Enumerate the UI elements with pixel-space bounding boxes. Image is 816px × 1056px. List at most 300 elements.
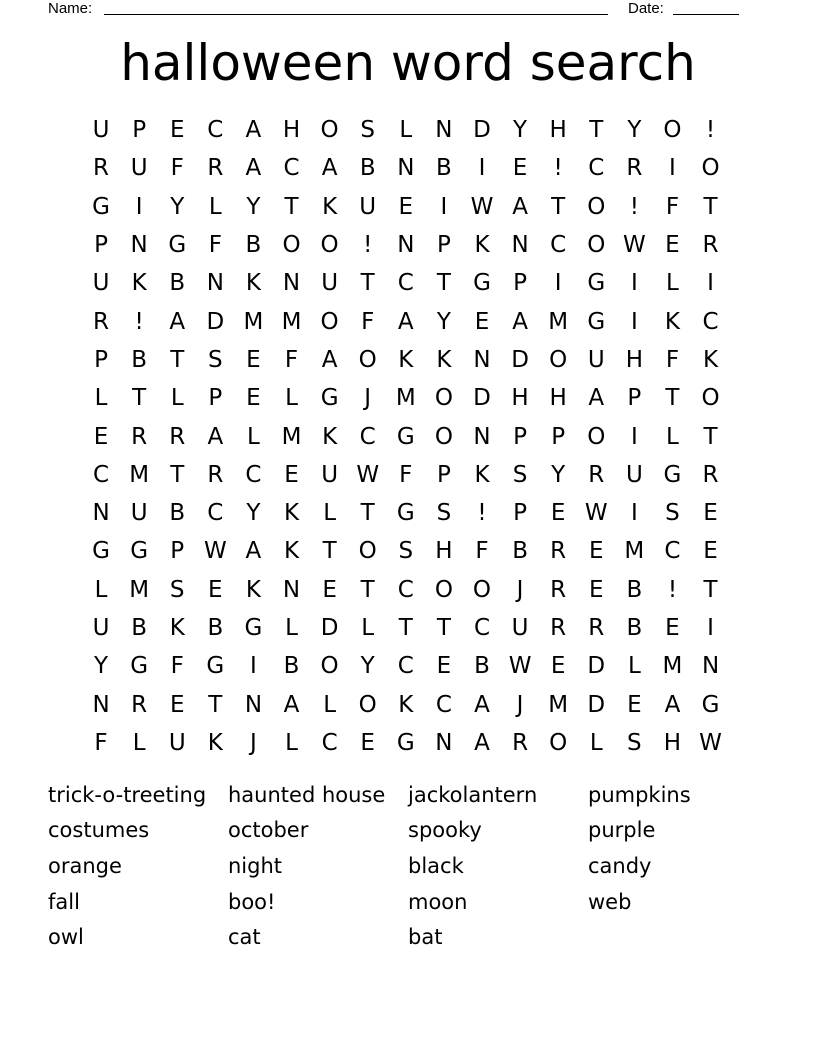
grid-letter[interactable]: K: [398, 691, 414, 718]
grid-letter[interactable]: B: [626, 615, 643, 641]
grid-letter[interactable]: F: [361, 308, 375, 335]
grid-letter[interactable]: S: [627, 729, 642, 756]
grid-letter[interactable]: T: [398, 615, 413, 641]
grid-letter[interactable]: U: [92, 117, 110, 144]
grid-letter[interactable]: L: [323, 691, 337, 718]
grid-letter[interactable]: R: [626, 155, 643, 182]
grid-letter[interactable]: Y: [246, 500, 261, 527]
grid-letter[interactable]: C: [664, 538, 681, 565]
grid-letter[interactable]: M: [548, 308, 569, 335]
grid-letter[interactable]: Y: [246, 193, 261, 220]
grid-letter[interactable]: L: [589, 729, 603, 756]
grid-letter[interactable]: O: [587, 232, 606, 259]
grid-letter[interactable]: A: [207, 423, 224, 450]
grid-letter[interactable]: Y: [170, 193, 185, 220]
word-list-item: candy: [588, 853, 652, 878]
grid-letter[interactable]: B: [474, 653, 490, 680]
grid-letter[interactable]: K: [283, 500, 300, 527]
grid-letter[interactable]: O: [549, 729, 568, 756]
grid-letter[interactable]: B: [169, 500, 186, 527]
grid-letter[interactable]: U: [587, 346, 605, 373]
grid-letter[interactable]: N: [206, 270, 224, 297]
grid-letter[interactable]: D: [473, 117, 491, 144]
grid-letter[interactable]: O: [434, 423, 453, 450]
grid-letter[interactable]: U: [92, 615, 110, 641]
grid-letter[interactable]: S: [665, 500, 680, 527]
grid-letter[interactable]: K: [703, 346, 719, 373]
grid-letter[interactable]: R: [169, 423, 186, 450]
grid-letter[interactable]: G: [396, 500, 415, 527]
grid-letter[interactable]: W: [508, 653, 532, 680]
grid-letter[interactable]: C: [435, 691, 452, 718]
grid-letter[interactable]: J: [516, 691, 524, 718]
grid-letter[interactable]: N: [397, 232, 415, 259]
grid-letter[interactable]: F: [284, 346, 299, 373]
grid-letter[interactable]: R: [550, 576, 567, 603]
grid-letter[interactable]: N: [435, 117, 453, 144]
word-list-item: trick-o-treeting: [48, 782, 207, 807]
grid-letter[interactable]: B: [626, 576, 643, 603]
grid-letter[interactable]: N: [282, 576, 301, 603]
grid-letter[interactable]: E: [588, 576, 604, 603]
grid-letter[interactable]: O: [549, 346, 568, 373]
grid-letter[interactable]: A: [397, 308, 414, 335]
grid-letter[interactable]: E: [550, 653, 566, 680]
grid-letter[interactable]: !: [363, 232, 373, 259]
grid-letter[interactable]: E: [360, 729, 375, 756]
grid-letter[interactable]: I: [630, 270, 638, 297]
word-list-item: boo!: [228, 889, 276, 914]
grid-letter[interactable]: F: [170, 653, 184, 680]
word-list-item: spooky: [408, 818, 482, 843]
grid-letter[interactable]: O: [320, 653, 339, 680]
grid-letter[interactable]: I: [630, 308, 638, 335]
grid-letter[interactable]: !: [477, 500, 487, 527]
grid-letter[interactable]: U: [321, 461, 339, 488]
grid-letter[interactable]: T: [360, 576, 375, 603]
grid-letter[interactable]: G: [396, 729, 415, 756]
grid-letter[interactable]: K: [283, 538, 300, 565]
grid-letter[interactable]: K: [245, 270, 261, 297]
grid-letter[interactable]: K: [131, 270, 147, 297]
grid-letter[interactable]: C: [207, 117, 224, 144]
grid-letter[interactable]: U: [321, 270, 339, 297]
grid-letter[interactable]: F: [665, 346, 680, 373]
grid-letter[interactable]: O: [587, 423, 606, 450]
grid-letter[interactable]: P: [208, 385, 223, 412]
grid-letter[interactable]: A: [245, 538, 262, 565]
grid-letter[interactable]: D: [587, 691, 606, 718]
grid-letter[interactable]: M: [395, 385, 416, 412]
grid-letter[interactable]: G: [320, 385, 339, 412]
grid-letter[interactable]: C: [702, 308, 719, 335]
grid-letter[interactable]: L: [170, 385, 184, 412]
grid-letter[interactable]: M: [548, 691, 569, 718]
grid-letter[interactable]: P: [513, 500, 528, 527]
grid-letter[interactable]: H: [625, 346, 643, 373]
grid-letter[interactable]: O: [587, 193, 606, 220]
grid-letter[interactable]: G: [244, 615, 263, 641]
grid-letter[interactable]: O: [320, 308, 339, 335]
grid-letter[interactable]: O: [358, 691, 377, 718]
grid-letter[interactable]: U: [359, 193, 377, 220]
grid-letter[interactable]: B: [245, 232, 262, 259]
grid-letter[interactable]: Y: [551, 461, 566, 488]
grid-letter[interactable]: P: [551, 423, 566, 450]
grid-letter[interactable]: M: [281, 423, 302, 450]
grid-letter[interactable]: T: [436, 270, 451, 297]
grid-letter[interactable]: !: [553, 155, 563, 182]
grid-letter[interactable]: !: [134, 308, 144, 335]
grid-letter[interactable]: L: [94, 385, 108, 412]
grid-letter[interactable]: G: [587, 270, 606, 297]
grid-letter[interactable]: E: [550, 500, 566, 527]
grid-letter[interactable]: N: [92, 691, 110, 718]
grid-letter[interactable]: B: [131, 346, 148, 373]
word-list-item: moon: [408, 889, 468, 914]
grid-letter[interactable]: B: [436, 155, 452, 182]
grid-letter[interactable]: R: [207, 155, 224, 182]
grid-letter[interactable]: A: [283, 691, 300, 718]
grid-letter[interactable]: E: [93, 423, 109, 450]
grid-letter[interactable]: N: [397, 155, 415, 182]
grid-letter[interactable]: U: [625, 461, 643, 488]
grid-letter[interactable]: P: [94, 232, 108, 259]
grid-letter[interactable]: I: [707, 270, 714, 297]
grid-letter[interactable]: U: [511, 615, 529, 641]
grid-letter[interactable]: E: [588, 538, 604, 565]
grid-letter[interactable]: O: [434, 385, 453, 412]
grid-letter[interactable]: N: [473, 346, 491, 373]
grid-letter[interactable]: Y: [360, 653, 375, 680]
grid-letter[interactable]: A: [588, 385, 605, 412]
grid-letter[interactable]: H: [663, 729, 682, 756]
grid-letter[interactable]: F: [665, 193, 680, 220]
grid-letter[interactable]: B: [512, 538, 528, 565]
grid-letter[interactable]: T: [170, 461, 185, 488]
grid-letter[interactable]: A: [474, 729, 490, 756]
grid-letter[interactable]: L: [94, 576, 108, 603]
grid-letter[interactable]: T: [665, 385, 680, 412]
grid-letter[interactable]: R: [131, 691, 148, 718]
grid-letter[interactable]: C: [93, 461, 110, 488]
grid-letter[interactable]: M: [662, 653, 683, 680]
grid-letter[interactable]: R: [702, 461, 719, 488]
grid-letter[interactable]: N: [701, 653, 720, 680]
grid-letter[interactable]: H: [282, 117, 301, 144]
grid-letter[interactable]: A: [245, 155, 262, 182]
grid-letter[interactable]: G: [130, 653, 149, 680]
grid-letter[interactable]: T: [132, 385, 147, 412]
grid-letter[interactable]: I: [554, 270, 562, 297]
grid-letter[interactable]: O: [701, 385, 720, 412]
grid-letter[interactable]: M: [624, 538, 645, 565]
grid-letter[interactable]: E: [398, 193, 414, 220]
grid-letter[interactable]: L: [361, 615, 375, 641]
grid-letter[interactable]: R: [131, 423, 148, 450]
grid-letter[interactable]: K: [398, 346, 414, 373]
grid-letter[interactable]: E: [284, 461, 299, 488]
grid-letter[interactable]: G: [701, 691, 720, 718]
grid-letter[interactable]: T: [436, 615, 451, 641]
grid-letter[interactable]: U: [130, 155, 148, 182]
grid-letter[interactable]: !: [705, 117, 716, 144]
grid-letter[interactable]: L: [285, 385, 298, 412]
grid-letter[interactable]: B: [207, 615, 224, 641]
grid-letter[interactable]: R: [550, 615, 567, 641]
grid-letter[interactable]: O: [358, 346, 377, 373]
grid-letter[interactable]: P: [132, 117, 147, 144]
grid-letter[interactable]: S: [398, 538, 414, 565]
date-label: Date:: [628, 0, 664, 17]
grid-letter[interactable]: E: [512, 155, 528, 182]
grid-letter[interactable]: Y: [513, 117, 528, 144]
grid-letter[interactable]: G: [663, 461, 682, 488]
grid-letter[interactable]: P: [627, 385, 642, 412]
grid-letter[interactable]: J: [516, 576, 524, 603]
grid-letter[interactable]: C: [207, 500, 224, 527]
grid-letter[interactable]: P: [170, 538, 185, 565]
grid-letter[interactable]: A: [321, 155, 338, 182]
grid-letter[interactable]: W: [356, 461, 380, 488]
grid-letter[interactable]: B: [169, 270, 186, 297]
grid-letter[interactable]: E: [627, 691, 642, 718]
grid-letter[interactable]: !: [629, 193, 639, 220]
grid-letter[interactable]: E: [703, 500, 718, 527]
grid-letter[interactable]: T: [170, 346, 185, 373]
word-list-item: owl: [48, 925, 84, 950]
grid-letter[interactable]: P: [436, 461, 451, 488]
grid-letter[interactable]: G: [587, 308, 606, 335]
grid-letter[interactable]: I: [630, 500, 638, 527]
grid-letter[interactable]: Y: [94, 653, 109, 680]
grid-letter[interactable]: U: [168, 729, 186, 756]
date-blank-line[interactable]: [673, 14, 739, 15]
grid-letter[interactable]: D: [587, 653, 606, 680]
grid-letter[interactable]: F: [94, 729, 108, 756]
grid-letter[interactable]: R: [93, 308, 110, 335]
grid-letter[interactable]: I: [440, 193, 448, 220]
grid-letter[interactable]: C: [397, 576, 414, 603]
grid-letter[interactable]: B: [131, 615, 148, 641]
grid-letter[interactable]: C: [397, 653, 414, 680]
grid-letter[interactable]: O: [472, 576, 492, 603]
grid-letter[interactable]: K: [474, 232, 490, 259]
grid-letter[interactable]: O: [434, 576, 453, 603]
grid-letter[interactable]: G: [92, 538, 110, 565]
grid-letter[interactable]: R: [588, 461, 605, 488]
grid-letter[interactable]: E: [665, 232, 680, 259]
grid-letter[interactable]: E: [322, 576, 337, 603]
grid-letter[interactable]: N: [511, 232, 529, 259]
grid-letter[interactable]: T: [703, 576, 718, 603]
grid-letter[interactable]: O: [663, 117, 682, 144]
grid-letter[interactable]: P: [513, 270, 528, 297]
grid-letter[interactable]: R: [702, 232, 719, 259]
grid-letter[interactable]: A: [245, 117, 262, 144]
grid-letter[interactable]: O: [701, 155, 720, 182]
grid-letter[interactable]: A: [512, 308, 528, 335]
grid-letter[interactable]: O: [282, 232, 301, 259]
word-list-item: bat: [408, 925, 443, 950]
grid-letter[interactable]: J: [250, 729, 257, 756]
grid-letter[interactable]: L: [627, 653, 641, 680]
grid-letter[interactable]: C: [321, 729, 338, 756]
grid-letter[interactable]: C: [588, 155, 605, 182]
grid-letter[interactable]: M: [281, 308, 302, 335]
grid-letter[interactable]: B: [359, 155, 376, 182]
grid-letter[interactable]: F: [475, 538, 489, 565]
grid-letter[interactable]: A: [474, 691, 490, 718]
grid-letter[interactable]: I: [669, 155, 676, 182]
grid-letter[interactable]: K: [322, 423, 338, 450]
grid-letter[interactable]: M: [129, 461, 150, 488]
grid-letter[interactable]: K: [322, 193, 338, 220]
grid-letter[interactable]: F: [208, 232, 222, 259]
grid-letter[interactable]: C: [283, 155, 300, 182]
grid-letter[interactable]: Y: [436, 308, 451, 335]
grid-letter[interactable]: L: [285, 615, 298, 641]
grid-letter[interactable]: T: [703, 193, 718, 220]
grid-letter[interactable]: E: [246, 385, 261, 412]
grid-letter[interactable]: T: [208, 691, 223, 718]
grid-letter[interactable]: O: [320, 232, 339, 259]
grid-letter[interactable]: N: [244, 691, 263, 718]
grid-letter[interactable]: D: [473, 385, 491, 412]
grid-letter[interactable]: M: [243, 308, 264, 335]
grid-letter[interactable]: I: [250, 653, 257, 680]
grid-letter[interactable]: N: [92, 500, 110, 527]
grid-letter[interactable]: K: [245, 576, 261, 603]
grid-letter[interactable]: !: [667, 576, 678, 603]
grid-letter[interactable]: T: [551, 193, 566, 220]
grid-letter[interactable]: A: [512, 193, 528, 220]
grid-letter[interactable]: R: [207, 461, 224, 488]
grid-letter[interactable]: L: [666, 270, 679, 297]
grid-letter[interactable]: E: [703, 538, 718, 565]
grid-letter[interactable]: L: [285, 729, 298, 756]
grid-letter[interactable]: P: [436, 232, 451, 259]
grid-letter[interactable]: C: [359, 423, 376, 450]
grid-letter[interactable]: W: [470, 193, 494, 220]
grid-letter[interactable]: E: [169, 691, 185, 718]
grid-letter[interactable]: A: [321, 346, 338, 373]
grid-letter[interactable]: R: [93, 155, 110, 182]
grid-letter[interactable]: W: [622, 232, 646, 259]
grid-letter[interactable]: K: [207, 729, 223, 756]
grid-letter[interactable]: B: [283, 653, 300, 680]
grid-letter[interactable]: G: [206, 653, 225, 680]
grid-letter[interactable]: Y: [627, 117, 642, 144]
grid-letter[interactable]: G: [168, 232, 187, 259]
grid-letter[interactable]: T: [703, 423, 718, 450]
grid-letter[interactable]: N: [130, 232, 148, 259]
grid-letter[interactable]: S: [436, 500, 452, 527]
grid-letter[interactable]: U: [92, 270, 110, 297]
grid-letter[interactable]: T: [322, 538, 337, 565]
grid-letter[interactable]: C: [397, 270, 414, 297]
grid-letter[interactable]: N: [473, 423, 491, 450]
grid-letter[interactable]: H: [549, 117, 567, 144]
grid-letter[interactable]: R: [550, 538, 567, 565]
grid-letter[interactable]: K: [664, 308, 680, 335]
grid-letter[interactable]: L: [666, 423, 679, 450]
grid-letter[interactable]: L: [323, 500, 337, 527]
grid-letter[interactable]: S: [360, 117, 375, 144]
grid-letter[interactable]: R: [588, 615, 605, 641]
grid-letter[interactable]: E: [169, 117, 185, 144]
grid-letter[interactable]: K: [436, 346, 452, 373]
grid-letter[interactable]: G: [473, 270, 491, 297]
grid-letter[interactable]: A: [169, 308, 186, 335]
grid-letter[interactable]: E: [474, 308, 490, 335]
grid-letter[interactable]: I: [478, 155, 486, 182]
grid-letter[interactable]: G: [130, 538, 149, 565]
grid-letter[interactable]: F: [399, 461, 413, 488]
grid-letter[interactable]: G: [92, 193, 110, 220]
grid-letter[interactable]: K: [474, 461, 490, 488]
grid-letter[interactable]: J: [364, 385, 372, 412]
grid-letter[interactable]: F: [170, 155, 184, 182]
grid-letter[interactable]: L: [132, 729, 146, 756]
grid-letter[interactable]: C: [245, 461, 262, 488]
grid-letter[interactable]: C: [473, 615, 491, 641]
grid-letter[interactable]: S: [208, 346, 223, 373]
grid-letter[interactable]: I: [630, 423, 638, 450]
grid-letter[interactable]: T: [284, 193, 299, 220]
grid-letter[interactable]: O: [358, 538, 377, 565]
grid-letter[interactable]: U: [130, 500, 148, 527]
grid-letter[interactable]: G: [396, 423, 415, 450]
grid-letter[interactable]: P: [94, 346, 108, 373]
grid-letter[interactable]: D: [206, 308, 225, 335]
grid-letter[interactable]: L: [247, 423, 260, 450]
grid-letter[interactable]: P: [513, 423, 528, 450]
grid-letter[interactable]: S: [169, 576, 185, 603]
grid-letter[interactable]: I: [707, 615, 714, 641]
grid-letter[interactable]: N: [282, 270, 301, 297]
grid-letter[interactable]: K: [169, 615, 185, 641]
grid-letter[interactable]: T: [360, 500, 375, 527]
grid-letter[interactable]: L: [399, 117, 413, 144]
grid-letter[interactable]: D: [320, 615, 339, 641]
grid-letter[interactable]: C: [550, 232, 567, 259]
grid-letter[interactable]: E: [246, 346, 261, 373]
grid-letter[interactable]: D: [511, 346, 529, 373]
word-list-item: october: [228, 818, 309, 843]
grid-letter[interactable]: N: [435, 729, 453, 756]
grid-letter[interactable]: E: [436, 653, 452, 680]
grid-letter[interactable]: H: [511, 385, 529, 412]
grid-letter[interactable]: R: [512, 729, 529, 756]
grid-letter[interactable]: W: [699, 729, 722, 756]
grid-letter[interactable]: I: [135, 193, 143, 220]
grid-letter[interactable]: H: [435, 538, 453, 565]
grid-letter[interactable]: O: [320, 117, 339, 144]
grid-letter[interactable]: T: [360, 270, 375, 297]
grid-letter[interactable]: M: [129, 576, 150, 603]
grid-letter[interactable]: W: [584, 500, 608, 527]
grid-letter[interactable]: W: [203, 538, 227, 565]
grid-letter[interactable]: S: [512, 461, 528, 488]
name-blank-line[interactable]: [104, 14, 608, 15]
grid-letter[interactable]: H: [549, 385, 567, 412]
grid-letter[interactable]: L: [208, 193, 222, 220]
grid-letter[interactable]: E: [665, 615, 680, 641]
grid-letter[interactable]: T: [589, 117, 604, 144]
grid-letter[interactable]: E: [208, 576, 223, 603]
grid-letter[interactable]: A: [664, 691, 681, 718]
